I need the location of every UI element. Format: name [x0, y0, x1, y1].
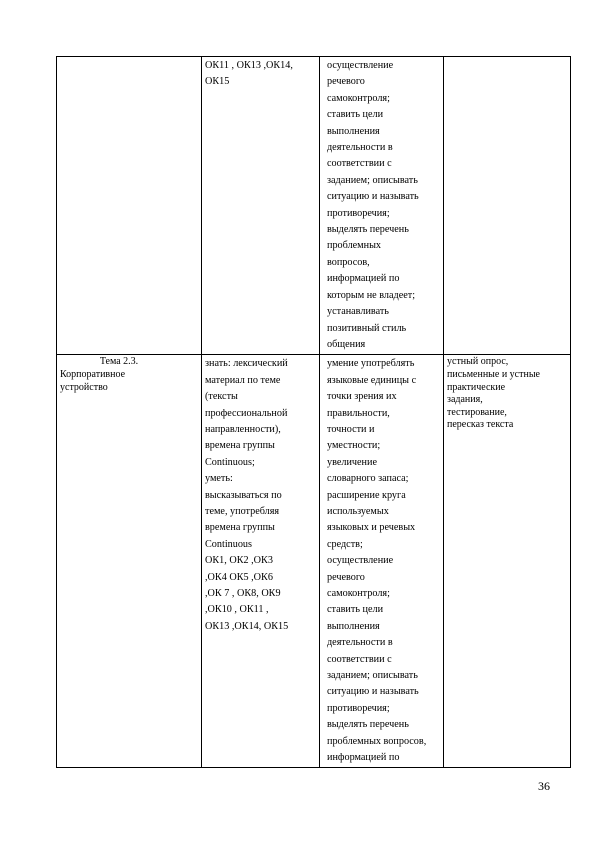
cell-line: ,ОК10 , ОК11 ,: [205, 604, 269, 616]
cell-line: ,ОК4 ОК5 ,ОК6: [205, 571, 273, 583]
cell-line: ОК11 , ОК13 ,ОК14,: [205, 60, 293, 71]
cell-line: самоконтроля;: [327, 92, 390, 104]
cell-line: противоречия;: [327, 207, 390, 219]
cell-line: увеличение: [327, 456, 377, 468]
cell-line: позитивный стиль: [327, 322, 407, 334]
cell-line: средств;: [327, 538, 363, 550]
topic-cell: [57, 57, 202, 355]
cell-line: знать: лексический: [205, 358, 288, 370]
cell-line: используемых: [327, 505, 389, 517]
cell-line: пересказ текста: [447, 419, 514, 431]
cell-line: которым не владеет;: [327, 289, 416, 301]
cell-line: устанавливать: [327, 306, 389, 318]
content-cell: [202, 355, 320, 768]
cell-line: информацией по: [327, 752, 400, 764]
table-row: [57, 355, 571, 768]
cell-line: языковых и речевых: [327, 522, 416, 534]
forms-cell: [444, 57, 571, 355]
cell-line: соответствии с: [327, 158, 392, 170]
topic-line: устройство: [60, 381, 108, 393]
cell-line: выделять перечень: [327, 719, 409, 731]
cell-line: деятельности в: [327, 637, 393, 649]
cell-line: осуществление: [327, 555, 394, 567]
cell-line: ставить цели: [327, 604, 384, 616]
cell-line: ставить цели: [327, 109, 384, 121]
cell-line: материал по теме: [205, 374, 281, 386]
cell-line: практические: [447, 381, 506, 393]
cell-line: Continuous;: [205, 456, 255, 468]
topic-line: Корпоративное: [60, 368, 126, 380]
table-row: [57, 57, 571, 355]
cell-line: письменные и устные: [447, 368, 540, 380]
cell-line: времена группы: [205, 522, 275, 534]
cell-line: информацией по: [327, 273, 400, 285]
cell-line: устный опрос,: [447, 356, 509, 368]
cell-line: умение употреблять: [327, 358, 415, 370]
cell-line: тестирование,: [447, 406, 507, 418]
cell-line: заданием; описывать: [327, 174, 418, 186]
cell-line: Continuous: [205, 538, 252, 550]
cell-line: деятельности в: [327, 142, 393, 154]
cell-line: вопросов,: [327, 256, 370, 268]
activities-cell: [320, 355, 444, 768]
cell-line: времена группы: [205, 440, 275, 452]
cell-line: выполнения: [327, 125, 380, 137]
cell-line: заданием; описывать: [327, 670, 418, 682]
cell-line: противоречия;: [327, 702, 390, 714]
topic-cell: [57, 355, 202, 768]
cell-line: точки зрения их: [327, 391, 397, 403]
cell-line: (тексты: [205, 391, 238, 403]
cell-line: ОК1, ОК2 ,ОК3: [205, 555, 273, 567]
cell-line: уметь:: [205, 473, 233, 485]
cell-line: ,ОК 7 , ОК8, ОК9: [205, 588, 281, 599]
activities-cell: [320, 57, 444, 355]
curriculum-table: [56, 56, 571, 768]
topic-heading: Тема 2.3.: [99, 356, 139, 368]
cell-line: речевого: [327, 571, 365, 583]
cell-line: точности и: [327, 423, 375, 435]
content-cell: [202, 57, 320, 355]
cell-line: самоконтроля;: [327, 588, 390, 599]
cell-line: проблемных: [327, 240, 382, 252]
cell-line: ОК13 ,ОК14, ОК15: [205, 620, 289, 632]
cell-line: теме, употребляя: [205, 505, 280, 517]
cell-line: выделять перечень: [327, 224, 409, 236]
cell-line: проблемных вопросов,: [327, 735, 427, 747]
cell-line: задания,: [447, 394, 483, 406]
cell-line: выполнения: [327, 620, 380, 632]
cell-line: направленности),: [205, 423, 281, 435]
cell-line: высказываться по: [205, 489, 282, 501]
cell-line: соответствии с: [327, 653, 392, 665]
cell-line: ситуацию и называть: [327, 191, 419, 203]
cell-line: ОК15: [205, 76, 230, 88]
cell-line: словарного запаса;: [327, 473, 409, 485]
cell-line: расширение круга: [327, 489, 406, 501]
cell-line: ситуацию и называть: [327, 686, 419, 698]
cell-line: общения: [327, 338, 366, 350]
cell-line: профессиональной: [205, 407, 288, 419]
page-number: 36: [538, 779, 550, 793]
forms-cell: [444, 355, 571, 768]
cell-line: правильности,: [327, 407, 390, 419]
cell-line: языковые единицы с: [327, 374, 417, 386]
cell-line: речевого: [327, 76, 365, 88]
cell-line: осуществление: [327, 60, 394, 71]
cell-line: уместности;: [327, 440, 381, 452]
